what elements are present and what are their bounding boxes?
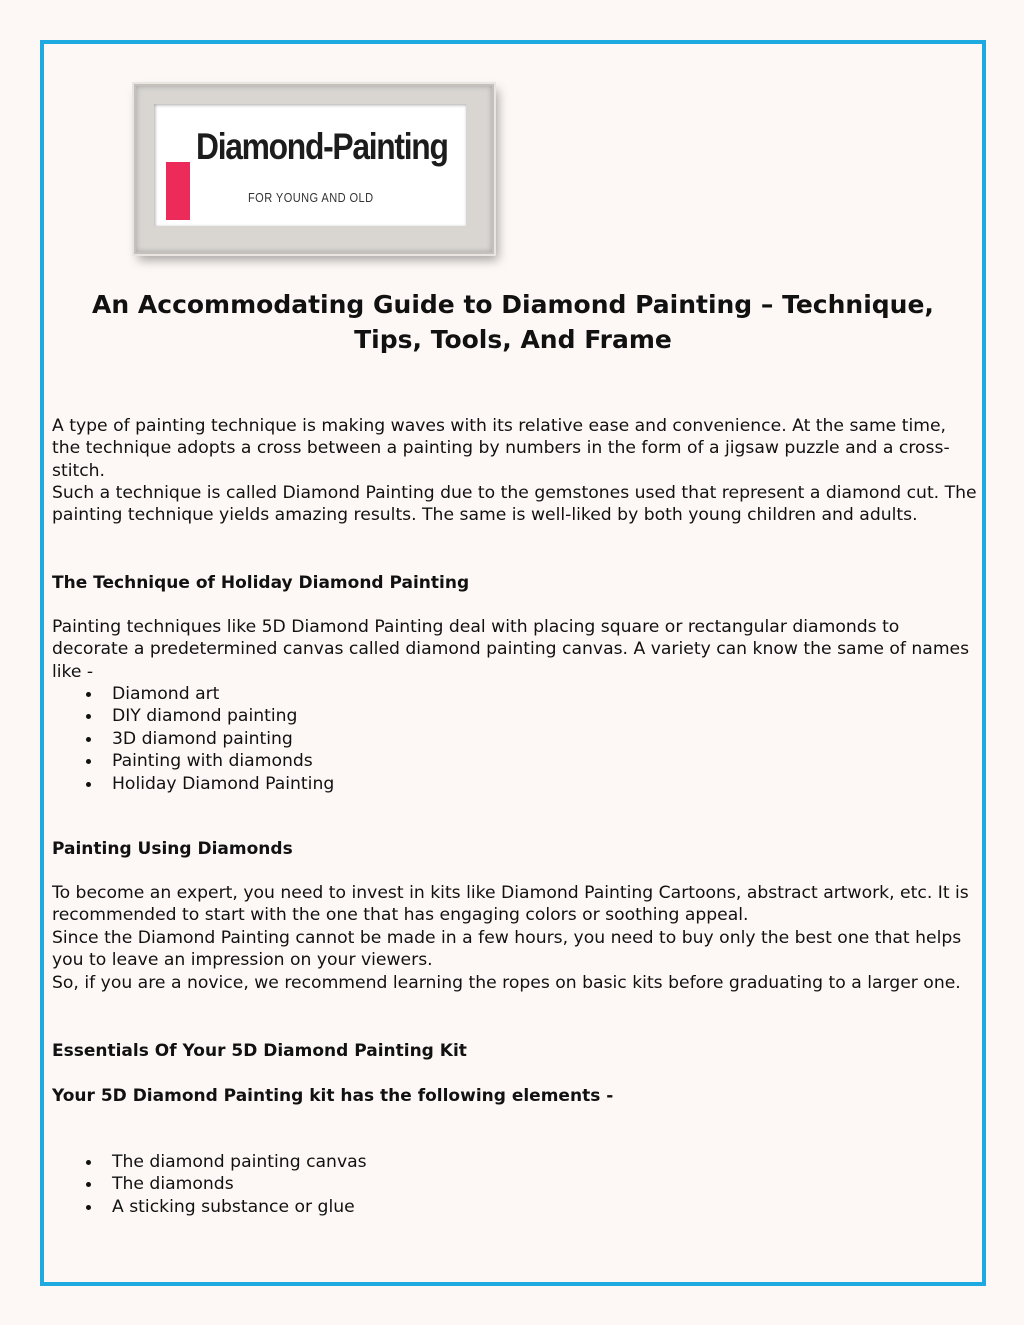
list-item: Diamond art xyxy=(52,683,334,705)
list-item: 3D diamond painting xyxy=(52,728,334,750)
section-heading-painting-using-diamonds: Painting Using Diamonds xyxy=(52,839,293,859)
logo-title: Diamond-Painting xyxy=(196,126,448,167)
painting-paragraph-3: So, if you are a novice, we recommend learning the ropes on basic kits before graduating to a larger one. xyxy=(52,973,961,993)
logo-image xyxy=(154,104,466,226)
essentials-subheading: Your 5D Diamond Painting kit has the following elements - xyxy=(52,1086,614,1106)
technique-paragraph: Painting techniques like 5D Diamond Painting deal with placing square or rectangular diamonds to decorate a predetermined canvas called diamond painting canvas. A variety can know the same of names like - xyxy=(52,617,970,682)
intro-paragraph-2: Such a technique is called Diamond Painting due to the gemstones used that represent a diamond cut. The painting technique yields amazing results. The same is well-liked by both young children and adults. xyxy=(52,483,977,526)
list-item: The diamonds xyxy=(52,1173,367,1195)
technique-names-list xyxy=(52,683,334,795)
intro-paragraph-1: A type of painting technique is making waves with its relative ease and convenience. At the same time, the technique adopts a cross between a painting by numbers in the form of a jigsaw puzzle and a cross-stitch. xyxy=(52,416,950,481)
section-heading-essentials: Essentials Of Your 5D Diamond Painting Kit xyxy=(52,1041,467,1061)
logo-subtitle: FOR YOUNG AND OLD xyxy=(248,190,374,205)
section-heading-technique: The Technique of Holiday Diamond Painting xyxy=(52,573,470,593)
page-frame xyxy=(40,40,986,1286)
logo-frame xyxy=(134,84,494,254)
list-item: The diamond painting canvas xyxy=(52,1151,367,1173)
list-item: Painting with diamonds xyxy=(52,750,334,772)
logo-accent-bar xyxy=(166,162,190,220)
list-item: A sticking substance or glue xyxy=(52,1196,367,1218)
painting-paragraph-2: Since the Diamond Painting cannot be made in a few hours, you need to buy only the best one that helps you to leave an impression on your viewers. xyxy=(52,928,962,971)
list-item: DIY diamond painting xyxy=(52,705,334,727)
page-title: An Accommodating Guide to Diamond Painting – Technique, Tips, Tools, And Frame xyxy=(92,290,934,354)
list-item: Holiday Diamond Painting xyxy=(52,773,334,795)
kit-elements-list xyxy=(52,1151,367,1218)
painting-paragraph-1: To become an expert, you need to invest in kits like Diamond Painting Cartoons, abstract artwork, etc. It is recommended to start with the one that has engaging colors or soothing appeal. xyxy=(52,883,969,926)
